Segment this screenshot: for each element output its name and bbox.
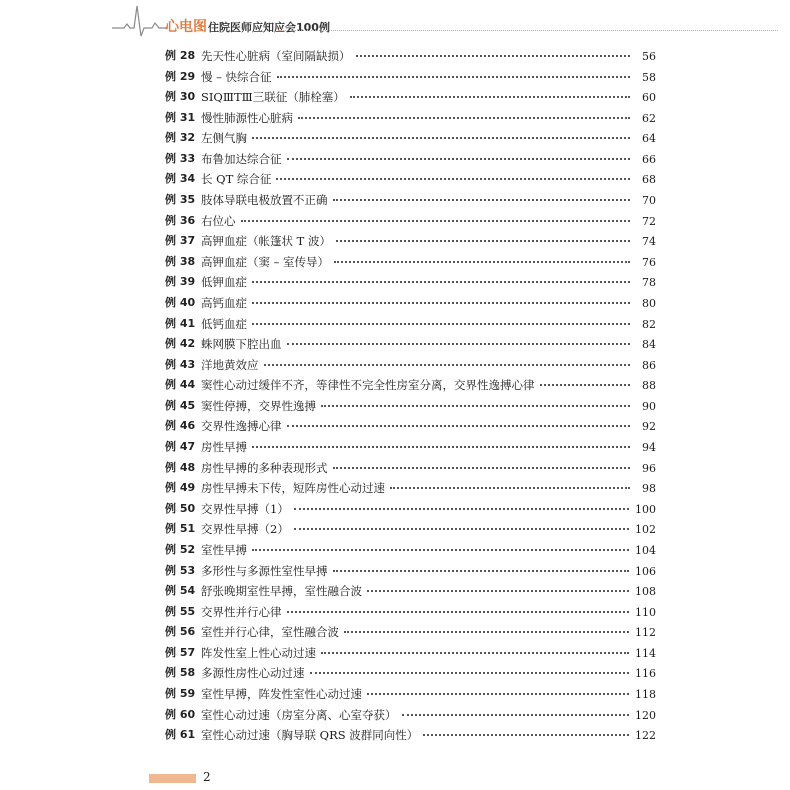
- toc-title: 蛛网膜下腔出血: [201, 337, 282, 352]
- toc-entry: [0, 150, 790, 168]
- book-title-main: 心电图: [165, 19, 207, 35]
- toc-leader-dots: [344, 631, 629, 633]
- toc-case-number: 例 50: [165, 501, 196, 515]
- toc-title: 交界性早搏（2）: [201, 522, 289, 537]
- toc-entry: [0, 253, 790, 271]
- toc-entry-line: [201, 335, 656, 354]
- toc-leader-dots: [350, 96, 630, 98]
- toc-leader-dots: [333, 467, 631, 469]
- toc-page-number: 58: [642, 70, 656, 84]
- toc-page-number: 120: [635, 708, 656, 722]
- ecg-waveform-icon: [112, 4, 168, 38]
- toc-leader-dots: [334, 261, 630, 263]
- toc-case-number: 例 49: [165, 481, 196, 495]
- toc-case-number: 例 56: [165, 625, 196, 639]
- toc-entry-line: [201, 129, 656, 148]
- toc-entry: [0, 47, 790, 65]
- toc-case-number: 例 52: [165, 542, 196, 556]
- toc-leader-dots: [252, 137, 630, 139]
- toc-title: 高钾血症（窦 – 室传导）: [201, 254, 330, 269]
- toc-entry-line: [201, 356, 656, 375]
- toc-case-number: 例 29: [165, 69, 196, 83]
- toc-entry: [0, 68, 790, 86]
- toc-page-number: 100: [635, 502, 656, 516]
- toc-title: 慢 – 快综合征: [201, 69, 272, 84]
- toc-entry-line: [201, 47, 656, 66]
- toc-entry: [0, 500, 790, 518]
- toc-leader-dots: [423, 734, 629, 736]
- toc-entry-line: [201, 706, 656, 725]
- toc-case-number: 例 28: [165, 49, 196, 62]
- toc-entry: [0, 623, 790, 641]
- toc-entry-line: [201, 623, 656, 642]
- toc-page-number: 86: [642, 358, 656, 372]
- toc-entry-line: [201, 459, 656, 478]
- toc-entry: [0, 664, 790, 682]
- toc-leader-dots: [252, 281, 630, 283]
- toc-case-number: 例 41: [165, 316, 196, 330]
- toc-leader-dots: [402, 714, 630, 716]
- toc-page-number: 122: [635, 729, 656, 743]
- toc-entry-line: [201, 88, 656, 107]
- toc-entry-line: [201, 438, 656, 457]
- toc-entry: [0, 356, 790, 374]
- toc-title: 布鲁加达综合征: [201, 151, 282, 166]
- toc-entry: [0, 706, 790, 724]
- toc-leader-dots: [540, 384, 631, 386]
- toc-entry-line: [201, 520, 656, 539]
- toc-case-number: 例 32: [165, 131, 196, 145]
- toc-title: 多形性与多源性室性早搏: [201, 563, 328, 578]
- toc-entry: [0, 562, 790, 580]
- toc-leader-dots: [321, 405, 630, 407]
- toc-case-number: 例 37: [165, 234, 196, 248]
- toc-case-number: 例 46: [165, 419, 196, 433]
- toc-page-number: 96: [642, 461, 656, 475]
- toc-entry: [0, 541, 790, 559]
- toc-case-number: 例 34: [165, 172, 196, 186]
- toc-page-number: 72: [642, 214, 656, 228]
- toc-title: 左侧气胸: [201, 131, 247, 146]
- toc-case-number: 例 43: [165, 357, 196, 371]
- toc-leader-dots: [356, 55, 631, 57]
- toc-entry: [0, 417, 790, 435]
- toc-entry: [0, 397, 790, 415]
- toc-entry-line: [201, 150, 656, 169]
- toc-page-number: 94: [642, 441, 656, 455]
- toc-entry-line: [201, 417, 656, 436]
- toc-page-number: 106: [635, 564, 656, 578]
- toc-title: 洋地黄效应: [201, 357, 259, 372]
- toc-title: 室性心动过速（胸导联 QRS 波群同向性）: [201, 728, 419, 743]
- toc-case-number: 例 39: [165, 275, 196, 289]
- toc-page-number: 88: [642, 379, 656, 393]
- toc-entry-line: [201, 644, 656, 663]
- toc-case-number: 例 54: [165, 584, 196, 598]
- toc-page-number: 64: [642, 132, 656, 146]
- toc-entry: [0, 335, 790, 353]
- toc-case-number: 例 42: [165, 337, 196, 351]
- toc-leader-dots: [287, 611, 630, 613]
- toc-leader-dots: [333, 570, 630, 572]
- toc-title: 窦性心动过缓伴不齐，等律性不完全性房室分离，交界性逸搏心律: [201, 378, 535, 393]
- toc-page-number: 104: [635, 543, 656, 557]
- toc-title: 窦性停搏，交界性逸搏: [201, 398, 316, 413]
- toc-entry-line: [201, 315, 656, 334]
- toc-title: 高钙血症: [201, 295, 247, 310]
- toc-title: 室性早搏: [201, 542, 247, 557]
- toc-case-number: 例 35: [165, 193, 196, 207]
- toc-page-number: 84: [642, 338, 656, 352]
- toc-entry-line: [201, 541, 656, 560]
- toc-entry-line: [201, 582, 656, 601]
- toc-entry-line: [201, 562, 656, 581]
- book-title-sub: 住院医师应知应会100例: [208, 21, 330, 34]
- toc-title: 长 QT 综合征: [201, 172, 272, 187]
- toc-page-number: 92: [642, 420, 656, 434]
- toc-entry: [0, 109, 790, 127]
- toc-case-number: 例 53: [165, 563, 196, 577]
- toc-entry-line: [201, 376, 656, 395]
- toc-entry: [0, 520, 790, 538]
- toc-page-number: 78: [642, 276, 656, 290]
- toc-page-number: 82: [642, 317, 656, 331]
- toc-leader-dots: [367, 693, 629, 695]
- toc-leader-dots: [264, 364, 631, 366]
- toc-entry: [0, 459, 790, 477]
- toc-title: 慢性肺源性心脏病: [201, 110, 293, 125]
- toc-title: 多源性房性心动过速: [201, 666, 305, 681]
- toc-title: 房性早搏的多种表现形式: [201, 460, 328, 475]
- toc-leader-dots: [252, 446, 630, 448]
- toc-page-number: 98: [642, 482, 656, 496]
- toc-title: 高钾血症（帐篷状 T 波）: [201, 234, 331, 249]
- toc-entry-line: [201, 479, 656, 498]
- toc-leader-dots: [252, 549, 629, 551]
- toc-title: SⅠQⅢTⅢ三联征（肺栓塞）: [201, 90, 345, 105]
- toc-entry: [0, 232, 790, 250]
- toc-entry-line: [201, 603, 656, 622]
- toc-entry-line: [201, 191, 656, 210]
- toc-entry-line: [201, 500, 656, 519]
- toc-entry-line: [201, 212, 656, 231]
- toc-leader-dots: [252, 302, 630, 304]
- toc-entry: [0, 603, 790, 621]
- toc-leader-dots: [390, 487, 630, 489]
- toc-entry: [0, 582, 790, 600]
- toc-leader-dots: [287, 343, 631, 345]
- toc-entry-line: [201, 294, 656, 313]
- toc-page-number: 80: [642, 296, 656, 310]
- toc-leader-dots: [287, 158, 631, 160]
- toc-leader-dots: [252, 323, 630, 325]
- toc-title: 房性早搏: [201, 440, 247, 455]
- footer-accent-bar: [149, 774, 196, 783]
- toc-entry-line: [201, 170, 656, 189]
- toc-page-number: 66: [642, 152, 656, 166]
- running-header: [0, 0, 790, 40]
- toc-title: 房性早搏未下传，短阵房性心动过速: [201, 481, 385, 496]
- toc-page-number: 56: [642, 50, 656, 63]
- toc-page-number: 90: [642, 399, 656, 413]
- toc-page-number: 62: [642, 111, 656, 125]
- toc-title: 低钙血症: [201, 316, 247, 331]
- toc-page-number: 108: [635, 585, 656, 599]
- toc-title: 室性并行心律，室性融合波: [201, 625, 339, 640]
- toc-leader-dots: [310, 672, 630, 674]
- toc-title: 交界性早搏（1）: [201, 501, 289, 516]
- toc-leader-dots: [367, 590, 629, 592]
- toc-case-number: 例 31: [165, 110, 196, 124]
- toc-leader-dots: [241, 220, 631, 222]
- toc-title: 先天性心脏病（室间隔缺损）: [201, 49, 351, 63]
- toc-title: 室性早搏，阵发性室性心动过速: [201, 686, 362, 701]
- toc-entry: [0, 212, 790, 230]
- toc-entry-line: [201, 397, 656, 416]
- toc-page-number: 60: [642, 91, 656, 105]
- toc-case-number: 例 58: [165, 666, 196, 680]
- toc-title: 右位心: [201, 213, 236, 228]
- toc-entry: [0, 88, 790, 106]
- toc-page-number: 70: [642, 194, 656, 208]
- toc-case-number: 例 57: [165, 645, 196, 659]
- toc-leader-dots: [294, 508, 629, 510]
- toc-title: 阵发性室上性心动过速: [201, 645, 316, 660]
- toc-entry-line: [201, 685, 656, 704]
- toc-entry-line: [201, 726, 656, 745]
- toc-entry-line: [201, 273, 656, 292]
- toc-entry: [0, 294, 790, 312]
- toc-leader-dots: [333, 199, 631, 201]
- toc-case-number: 例 45: [165, 398, 196, 412]
- toc-case-number: 例 40: [165, 295, 196, 309]
- toc-case-number: 例 38: [165, 254, 196, 268]
- toc-case-number: 例 61: [165, 728, 196, 742]
- toc-page-number: 68: [642, 173, 656, 187]
- toc-entry: [0, 273, 790, 291]
- toc-case-number: 例 36: [165, 213, 196, 227]
- toc-page-number: 76: [642, 255, 656, 269]
- toc-leader-dots: [336, 240, 630, 242]
- toc-page-number: 102: [635, 523, 656, 537]
- toc-entry: [0, 479, 790, 497]
- toc-page-number: 112: [635, 626, 656, 640]
- toc-entry-line: [201, 664, 656, 683]
- footer-page-number: 2: [203, 770, 211, 784]
- toc-page-number: 116: [635, 667, 656, 681]
- toc-entry: [0, 644, 790, 662]
- toc-entry: [0, 726, 790, 744]
- toc-entry-line: [201, 232, 656, 251]
- toc-leader-dots: [276, 178, 630, 180]
- toc-leader-dots: [287, 425, 631, 427]
- toc-entry: [0, 191, 790, 209]
- toc-entry: [0, 438, 790, 456]
- toc-case-number: 例 59: [165, 686, 196, 700]
- toc-entry-line: [201, 109, 656, 128]
- toc-title: 室性心动过速（房室分离、心室夺获）: [201, 707, 397, 722]
- toc-title: 舒张晚期室性早搏，室性融合波: [201, 584, 362, 599]
- header-rule: [278, 30, 778, 31]
- toc-page-number: 118: [635, 687, 656, 701]
- toc-entry-line: [201, 68, 656, 87]
- toc-page-number: 114: [635, 646, 656, 660]
- toc-leader-dots: [277, 76, 630, 78]
- toc-case-number: 例 48: [165, 460, 196, 474]
- toc-page-number: 110: [635, 605, 656, 619]
- toc-case-number: 例 55: [165, 604, 196, 618]
- toc-case-number: 例 33: [165, 151, 196, 165]
- toc-leader-dots: [321, 652, 629, 654]
- toc-case-number: 例 47: [165, 440, 196, 454]
- toc-title: 交界性逸搏心律: [201, 419, 282, 434]
- toc-title: 低钾血症: [201, 275, 247, 290]
- toc-case-number: 例 44: [165, 378, 196, 392]
- toc-entry: [0, 170, 790, 188]
- toc-page-number: 74: [642, 235, 656, 249]
- toc-case-number: 例 60: [165, 707, 196, 721]
- toc-case-number: 例 51: [165, 522, 196, 536]
- toc-entry: [0, 376, 790, 394]
- toc-leader-dots: [298, 117, 630, 119]
- toc-entry-line: [201, 253, 656, 272]
- toc-case-number: 例 30: [165, 90, 196, 104]
- toc-entry: [0, 315, 790, 333]
- toc-leader-dots: [294, 528, 629, 530]
- toc-title: 交界性并行心律: [201, 604, 282, 619]
- toc-entry: [0, 685, 790, 703]
- book-title: [165, 16, 330, 36]
- toc-title: 肢体导联电极放置不正确: [201, 193, 328, 208]
- toc-entry: [0, 129, 790, 147]
